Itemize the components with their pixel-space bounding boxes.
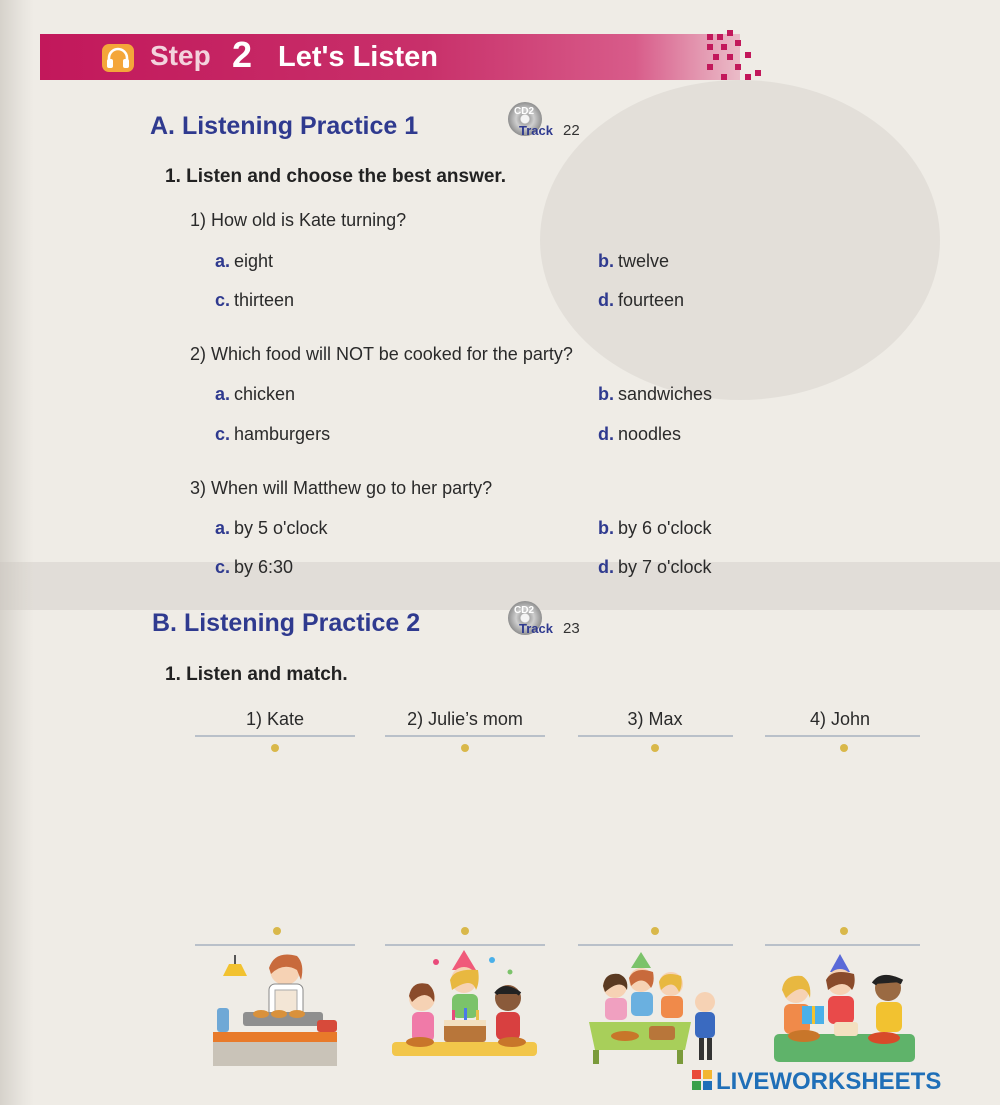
section-b-title: B. Listening Practice 2 [152,609,421,637]
match-dot-bottom-2[interactable] [461,927,469,935]
option-letter: b. [598,251,614,271]
section-a-title: A. Listening Practice 1 [150,112,419,140]
liveworksheets-logo-icon [692,1070,712,1090]
cd-label: CD2 [514,106,535,117]
option-3b[interactable] [598,518,711,539]
step-word: Step [150,40,211,71]
section-a-instruction: 1. Listen and choose the best answer. [165,166,507,187]
option-1a[interactable] [215,251,273,272]
question-1: 1) How old is Kate turning? [190,210,407,230]
show-through-shape [540,80,940,400]
match-person-2: 2) Julie’s mom [407,709,523,729]
picture-top-line [385,944,545,946]
option-text: eight [234,251,274,271]
label-underline [385,735,545,737]
step-number: 2 [232,34,253,75]
liveworksheets-logo: LIVEWORKSHEETS [716,1068,942,1095]
option-text: by 6 o'clock [618,518,712,538]
label-underline [578,735,733,737]
question-2: 2) Which food will NOT be cooked for the party? [190,344,573,364]
option-text: by 6:30 [234,557,294,577]
option-text: noodles [618,424,682,444]
section-b-instruction: 1. Listen and match. [165,664,348,685]
option-text: twelve [618,251,670,271]
match-dot-top-4[interactable] [840,744,848,752]
option-2d[interactable] [598,424,681,445]
track-label: Track [519,123,553,138]
option-2b[interactable] [598,384,712,405]
picture-top-line [195,944,355,946]
friends-gift-party-picture [772,950,917,1070]
option-1d[interactable] [598,290,684,311]
match-dot-top-3[interactable] [651,744,659,752]
option-3d[interactable] [598,557,711,578]
option-text: fourteen [618,290,685,310]
match-dot-bottom-1[interactable] [273,927,281,935]
option-letter: a. [215,384,231,404]
option-3c[interactable] [215,557,293,578]
match-dot-bottom-4[interactable] [840,927,848,935]
option-letter: b. [598,384,614,404]
track-number: 23 [563,620,580,637]
match-dot-top-2[interactable] [461,744,469,752]
woman-cooking-picture [205,950,345,1070]
step-title: Let's Listen [278,41,438,73]
option-letter: b. [598,518,614,538]
birthday-cake-party-picture [392,950,537,1070]
track-number: 22 [563,122,580,139]
option-text: by 7 o'clock [618,557,712,577]
cd-label: CD2 [514,605,535,616]
picture-top-line [578,944,733,946]
match-dot-bottom-3[interactable] [651,927,659,935]
option-letter: d. [598,290,614,310]
option-letter: a. [215,518,231,538]
option-1c[interactable] [215,290,294,311]
option-letter: d. [598,424,614,444]
banner-pixel-decoration [705,30,765,82]
option-3a[interactable] [215,518,328,539]
label-underline [765,735,920,737]
show-through-band [0,562,1000,610]
option-text: sandwiches [618,384,713,404]
option-1b[interactable] [598,251,669,272]
match-person-3: 3) Max [627,709,683,729]
label-underline [195,735,355,737]
option-letter: c. [215,424,231,444]
option-letter: c. [215,557,231,577]
option-2a[interactable] [215,384,295,405]
match-person-1: 1) Kate [245,709,305,729]
track-label: Track [519,621,553,636]
option-text: by 5 o'clock [234,518,328,538]
picture-top-line [765,944,920,946]
question-3: 3) When will Matthew go to her party? [190,478,493,498]
option-2c[interactable] [215,424,330,445]
option-text: chicken [234,384,296,404]
match-person-4: 4) John [809,709,871,729]
headphones-icon [102,44,134,72]
option-letter: a. [215,251,231,271]
option-letter: d. [598,557,614,577]
book-spine-shadow [0,0,34,1105]
option-letter: c. [215,290,231,310]
kids-party-table-picture [585,950,730,1065]
option-text: thirteen [234,290,295,310]
option-text: hamburgers [234,424,331,444]
match-dot-top-1[interactable] [271,744,279,752]
